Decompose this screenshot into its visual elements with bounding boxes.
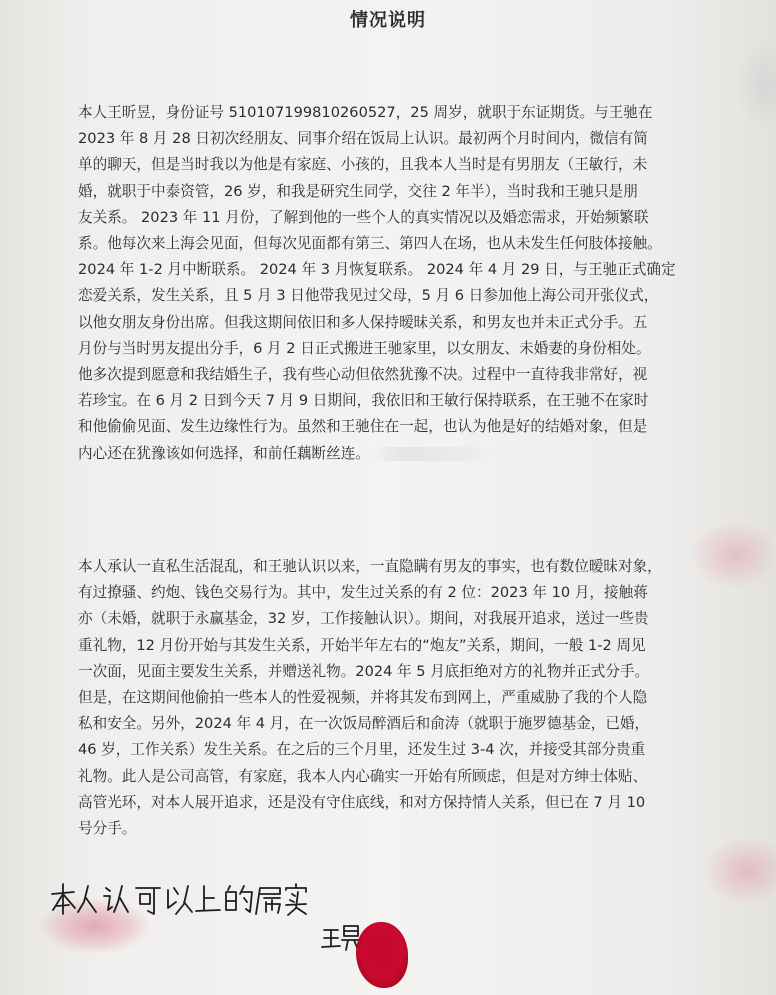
paragraph-1 [78, 100, 758, 467]
redaction-blur [372, 447, 492, 461]
text-line: 婚，就职于中泰资管，26 岁，和我是研究生同学，交往 2 年半），当时我和王驰只是朋 [78, 182, 638, 200]
text-line: 但是，在这期间他偷拍一些本人的性爱视频，并将其发布到网上，严重威胁了我的个人隐 [78, 689, 648, 707]
text-line: 有过撩骚、约炮、钱色交易行为。其中，发生过关系的有 2 位：2023 年 10 月，接触蒋 [78, 584, 648, 602]
text-line: 亦（未婚，就职于永赢基金，32 岁，工作接触认识）。期间，对我展开追求，送过一些贵 [78, 610, 649, 628]
fingerprint-seal [356, 922, 408, 988]
text-line: 重礼物，12 月份开始与其发生关系，开始半年左右的“炮友”关系，期间，一般 1-2 周见 [78, 636, 646, 654]
text-line: 他多次提到愿意和我结婚生子，我有些心动但依然犹豫不决。过程中一直待我非常好，视 [78, 366, 648, 384]
text-line: 和他偷偷见面、发生边缘性行为。虽然和王驰住在一起，也认为他是好的结婚对象，但是 [78, 418, 648, 436]
paragraph-2 [78, 554, 762, 842]
text-line: 月份与当时男友提出分手，6 月 2 日正式搬进王驰家里，以女朋友、未婚妻的身份相处。 [78, 339, 651, 357]
text-line: 本人承认一直私生活混乱，和王驰认识以来，一直隐瞒有男友的事实，也有数位暧昧对象， [78, 558, 662, 575]
text-line: 高管光环，对本人展开追求，还是没有守住底线，和对方保持情人关系，但已在 7 月 10 [78, 793, 646, 811]
lipstick-smudge [702, 836, 776, 906]
text-line: 2024 年 1-2 月中断联系。 2024 年 3 月恢复联系。 2024 年 4 月 29 日，与王驰正式确定 [78, 261, 676, 279]
text-line: 内心还在犹豫该如何选择，和前任藕断丝连。 [78, 444, 370, 462]
text-line: 礼物。此人是公司高管，有家庭，我本人内心确实一开始有所顾虑，但是对方绅士体贴、 [78, 767, 648, 785]
text-line: 2023 年 8 月 28 日初次经朋友、同事介绍在饭局上认识。最初两个月时间内，微信有简 [78, 130, 648, 148]
text-line: 私和安全。另外，2024 年 4 月，在一次饭局醉酒后和俞涛（就职于施罗德基金，已婚， [78, 715, 650, 733]
text-line: 友关系。 2023 年 11 月份，了解到他的一些个人的真实情况以及婚恋需求，开始频繁联 [78, 208, 649, 226]
document-title: 情况说明 [350, 10, 426, 31]
text-line: 系。他每次来上海会见面，但每次见面都有第三、第四人在场，也从未发生任何肢体接触。 [78, 235, 662, 253]
text-line: 46 岁，工作关系）发生关系。在之后的三个月里，还发生过 3-4 次，并接受其部分贵重 [78, 741, 646, 759]
text-line: 单的聊天，但是当时我以为他是有家庭、小孩的，且我本人当时是有男朋友（王敏行，未 [78, 156, 648, 174]
text-line: 以他女朋友身份出席。但我这期间依旧和多人保持暧昧关系，和男友也并未正式分手。五 [78, 313, 648, 331]
handwritten-note [48, 880, 308, 920]
text-line: 本人王昕昱，身份证号 510107199810260527，25 周岁，就职于东证期货。与王驰在 [78, 104, 653, 121]
text-line-last [78, 441, 758, 467]
text-line: 一次面，见面主要发生关系，并赠送礼物。2024 年 5 月底拒绝对方的礼物并正式分手。 [78, 662, 650, 680]
text-line: 若珍宝。在 6 月 2 日到今天 7 月 9 日期间，我依旧和王敏行保持联系，在王驰不在家时 [78, 392, 649, 410]
text-line: 恋爱关系，发生关系，且 5 月 3 日他带我见过父母，5 月 6 日参加他上海公司开张仪式， [78, 287, 659, 305]
text-line: 号分手。 [78, 820, 137, 838]
